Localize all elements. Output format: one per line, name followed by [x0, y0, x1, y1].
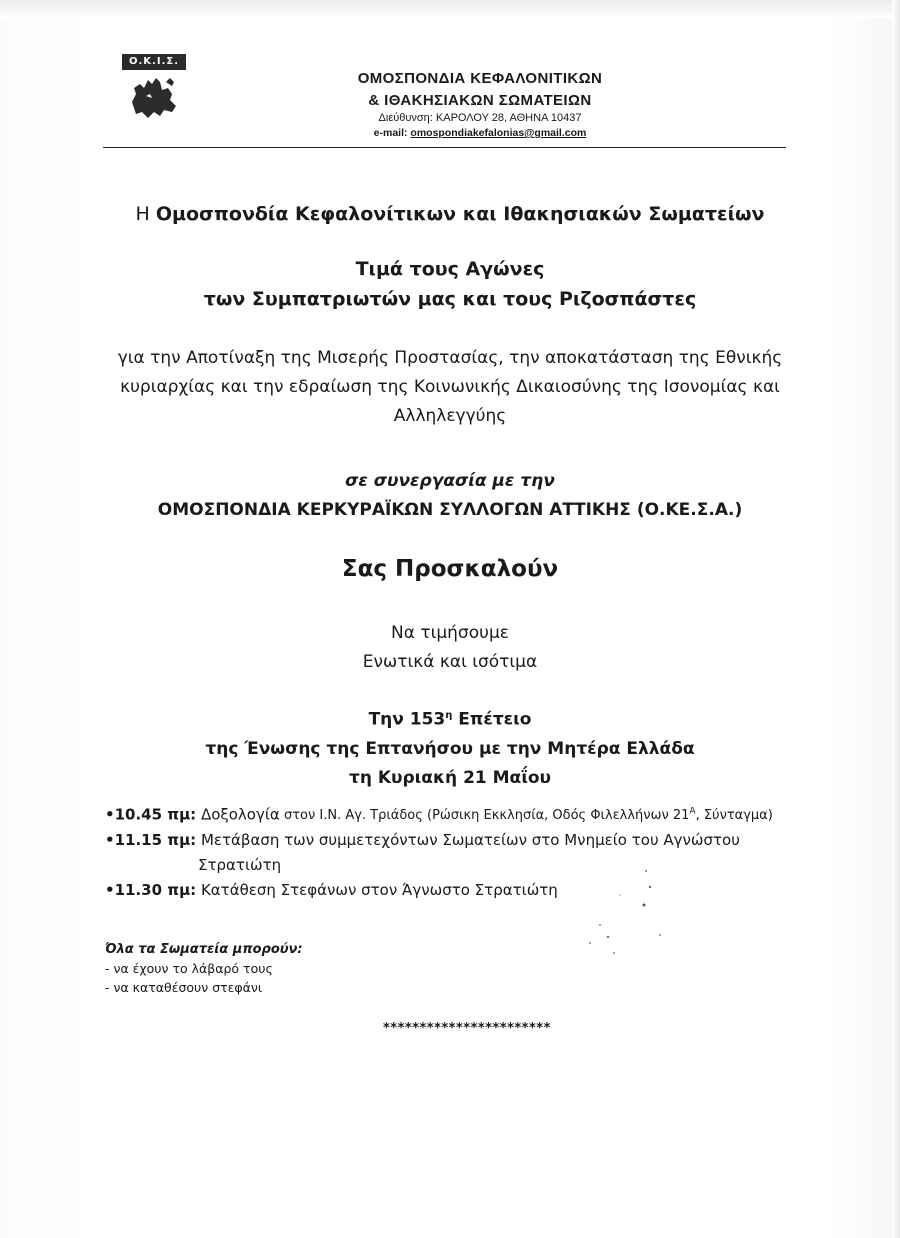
- notes-heading: Όλα τα Σωματεία μπορούν:: [105, 942, 303, 957]
- schedule-text: Κατάθεση Στεφάνων στον Άγνωστο Στρατιώτη: [196, 881, 558, 900]
- schedule-item: [105, 878, 845, 903]
- intro-org-name: Ομοσπονδία Κεφαλονίτικων και Ιθακησιακών Σωματείων: [155, 203, 765, 225]
- schedule-detail: στον Ι.Ν. Αγ. Τριάδος (Ρώσικη Εκκλησία, Οδός Φιλελλήνων $21^A$, Σύνταγμα): [279, 807, 773, 824]
- closing-stars: ***********************: [383, 1021, 551, 1036]
- org-email: [330, 126, 630, 140]
- schedule-item: [105, 828, 845, 853]
- scan-specks: [570, 865, 690, 965]
- anniversary-line2: της Ένωσης της Επτανήσου με την Μητέρα Ελλάδα: [205, 738, 695, 759]
- honor-call-line2: Ενωτικά και ισότιμα: [362, 652, 538, 672]
- schedule-text: Μετάβαση των συμμετεχόντων Σωματείων στο Μνημείο του Αγνώστου: [196, 831, 740, 850]
- schedule-item: [105, 800, 845, 828]
- honor-heading: [0, 254, 900, 314]
- purpose-line2: κυριαρχίας και την εδραίωση της Κοινωνικής Δικαιοσύνης της Ισονομίας και: [120, 377, 780, 397]
- org-address: Διεύθυνση: ΚΑΡΟΛΟΥ 28, ΑΘΗΝΑ 10437: [378, 112, 582, 124]
- intro-line: [0, 203, 900, 225]
- notes-item: - να καταθέσουν στεφάνι: [105, 980, 263, 995]
- schedule-continuation: Στρατιώτη: [198, 856, 282, 875]
- purpose-line3: Αλληλεγγύης: [393, 406, 507, 426]
- logo-label: Ο.Κ.Ι.Σ.: [122, 54, 186, 70]
- invite-heading: Σας Προσκαλούν: [341, 556, 559, 582]
- collaboration-partner: ΟΜΟΣΠΟΝΔΙΑ ΚΕΡΚΥΡΑΪΚΩΝ ΣΥΛΛΟΓΩΝ ΑΤΤΙΚΗΣ (Ο.ΚΕ.Σ.Α.): [157, 500, 743, 520]
- honor-call: [0, 619, 900, 677]
- anniversary-block: [0, 701, 900, 793]
- org-name-line1: ΟΜΟΣΠΟΝΔΙΑ ΚΕΦΑΛΟΝΙΤΙΚΩΝ: [357, 70, 603, 87]
- federation-logo: [118, 50, 188, 128]
- anniversary-line3: τη Κυριακή 21 Μαΐου: [348, 767, 552, 788]
- email-label: e-mail:: [373, 127, 408, 139]
- purpose-paragraph: [0, 344, 900, 431]
- honor-line2: των Συμπατριωτών μας και τους Ριζοσπάστες: [203, 288, 697, 310]
- honor-call-line1: Να τιμήσουμε: [391, 623, 509, 643]
- org-name-line2: & ΙΘΑΚΗΣΙΑΚΩΝ ΣΩΜΑΤΕΙΩΝ: [368, 92, 592, 109]
- schedule-text: Δοξολογία: [196, 805, 280, 824]
- purpose-line1: για την Αποτίναξη της Μισερής Προστασίας, την αποκατάσταση της Εθνικής: [117, 348, 783, 368]
- event-schedule: [105, 800, 845, 903]
- notes-item: - να έχουν το λάβαρό τους: [105, 961, 273, 976]
- scan-shade: [0, 0, 900, 18]
- intro-prefix: Η: [135, 203, 156, 225]
- island-map-icon: [126, 72, 182, 124]
- organization-name: [300, 68, 660, 112]
- notes-block: [105, 940, 505, 997]
- schedule-time: •11.15 πμ:: [105, 831, 197, 850]
- anniversary-line1: Την $153^\eta$ Επέτειο: [368, 709, 532, 730]
- schedule-time: •10.45 πμ:: [105, 805, 197, 824]
- email-link[interactable]: omospondiakefalonias@gmail.com: [410, 127, 587, 139]
- header-divider: [103, 147, 786, 148]
- collaboration-intro: σε συνεργασία με την: [345, 471, 555, 491]
- honor-line1: Τιμά τους Αγώνες: [355, 258, 545, 280]
- schedule-time: •11.30 πμ:: [105, 881, 197, 900]
